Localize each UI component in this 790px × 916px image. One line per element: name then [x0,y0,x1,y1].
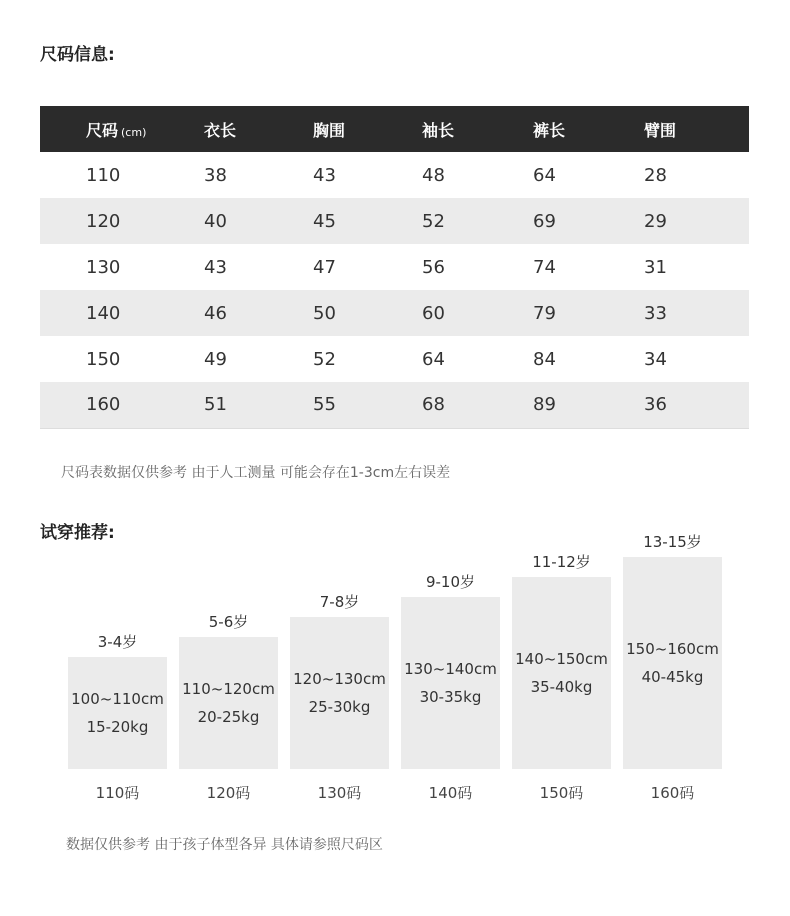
try-on-item [401,0,500,916]
header-sleeve: 袖长 [390,106,499,152]
cell-size: 120 [40,198,172,244]
size-label: 130码 [317,784,362,802]
cell-pants-length: 84 [499,336,610,382]
cell-arm: 34 [610,336,749,382]
cell-pants-length: 69 [499,198,610,244]
weight-range: 15-20kg [86,718,149,736]
header-length: 衣长 [172,106,281,152]
cell-sleeve: 56 [390,244,499,290]
header-arm: 臂围 [610,106,749,152]
cell-arm: 33 [610,290,749,336]
age-label: 9-10岁 [425,573,476,591]
cell-sleeve: 52 [390,198,499,244]
age-label: 3-4岁 [97,633,138,651]
size-block [623,557,722,769]
height-range: 110~120cm [182,680,275,698]
cell-sleeve: 48 [390,152,499,198]
size-block [68,657,167,769]
cell-size: 110 [40,152,172,198]
header-pants-length: 裤长 [499,106,610,152]
cell-size: 150 [40,336,172,382]
header-size-label: 尺码 [86,120,119,140]
try-on-title: 试穿推荐: [40,523,115,543]
cell-sleeve: 64 [390,336,499,382]
try-on-item [179,0,278,916]
size-label: 150码 [539,784,584,802]
cell-chest: 55 [281,382,390,428]
age-label: 13-15岁 [643,533,702,551]
size-info-title: 尺码信息: [40,45,115,65]
cell-arm: 36 [610,382,749,428]
weight-range: 20-25kg [197,708,260,726]
cell-length: 49 [172,336,281,382]
size-label: 160码 [650,784,695,802]
try-on-note: 数据仅供参考 由于孩子体型各异 具体请参照尺码区 [66,837,383,853]
cell-pants-length: 74 [499,244,610,290]
size-block [512,577,611,769]
cell-pants-length: 79 [499,290,610,336]
size-block [290,617,389,769]
size-label: 110码 [95,784,140,802]
try-on-item [290,0,389,916]
age-label: 7-8岁 [319,593,360,611]
cell-chest: 47 [281,244,390,290]
cell-pants-length: 64 [499,152,610,198]
header-chest: 胸围 [281,106,390,152]
size-label: 120码 [206,784,251,802]
height-range: 150~160cm [626,640,719,658]
weight-range: 40-45kg [641,668,704,686]
cell-arm: 28 [610,152,749,198]
cell-chest: 43 [281,152,390,198]
cell-pants-length: 89 [499,382,610,428]
cell-arm: 29 [610,198,749,244]
weight-range: 25-30kg [308,698,371,716]
height-range: 140~150cm [515,650,608,668]
cell-chest: 50 [281,290,390,336]
weight-range: 35-40kg [530,678,593,696]
size-table-note: 尺码表数据仅供参考 由于人工测量 可能会存在1-3cm左右误差 [61,465,451,481]
cell-length: 46 [172,290,281,336]
cell-chest: 52 [281,336,390,382]
height-range: 100~110cm [71,690,164,708]
cell-size: 140 [40,290,172,336]
cell-length: 40 [172,198,281,244]
cell-sleeve: 68 [390,382,499,428]
header-unit: (cm) [121,125,147,139]
age-label: 11-12岁 [532,553,591,571]
cell-length: 51 [172,382,281,428]
size-label: 140码 [428,784,473,802]
cell-length: 43 [172,244,281,290]
cell-arm: 31 [610,244,749,290]
cell-chest: 45 [281,198,390,244]
height-range: 120~130cm [293,670,386,688]
cell-size: 160 [40,382,172,428]
weight-range: 30-35kg [419,688,482,706]
cell-length: 38 [172,152,281,198]
try-on-item [512,0,611,916]
try-on-item [623,0,722,916]
size-block [401,597,500,769]
height-range: 130~140cm [404,660,497,678]
age-label: 5-6岁 [208,613,249,631]
cell-size: 130 [40,244,172,290]
size-block [179,637,278,769]
cell-sleeve: 60 [390,290,499,336]
try-on-item [68,0,167,916]
